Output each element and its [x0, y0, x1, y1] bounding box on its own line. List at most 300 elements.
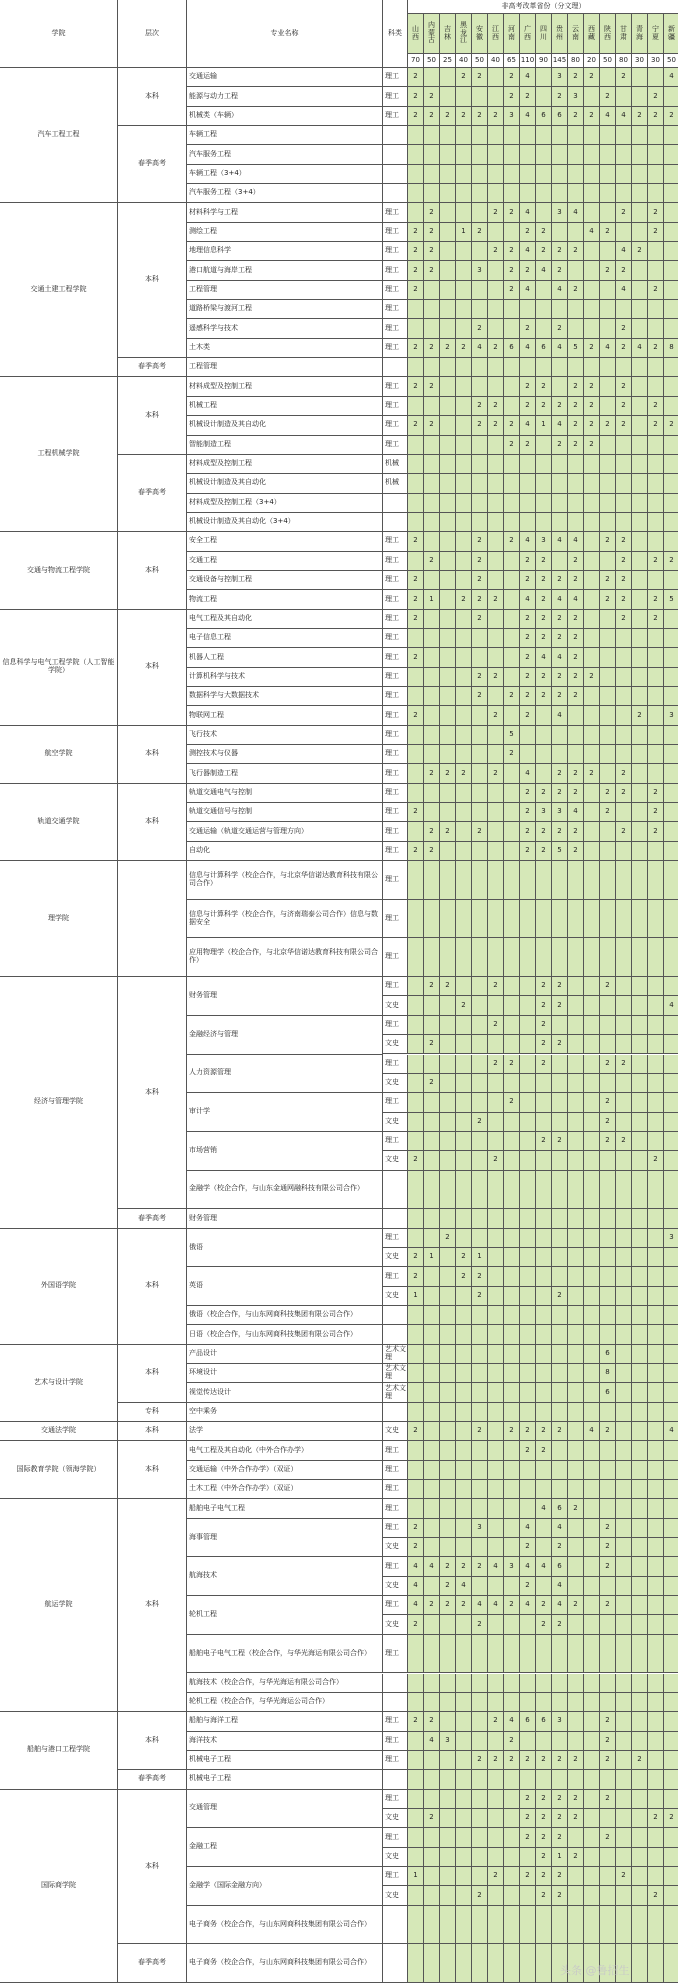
quota-cell [664, 842, 678, 861]
quota-cell [616, 184, 632, 203]
quota-cell [440, 996, 456, 1015]
quota-cell [504, 1345, 520, 1364]
quota-cell [488, 513, 504, 532]
quota-cell [536, 1635, 552, 1674]
level-name: 本科 [118, 532, 187, 609]
subject-type [383, 494, 408, 513]
subject-type: 文史 [383, 1074, 408, 1093]
quota-cell [424, 629, 440, 648]
major-name: 数据科学与大数据技术 [187, 687, 383, 706]
quota-cell: 4 [520, 1519, 536, 1538]
major-name: 智能制造工程 [187, 436, 383, 455]
quota-cell [600, 319, 616, 338]
quota-cell [600, 1325, 616, 1344]
quota-cell [520, 165, 536, 184]
major-name: 材料成型及控制工程 [187, 377, 383, 396]
major-name: 海洋技术 [187, 1732, 383, 1751]
quota-cell [440, 1364, 456, 1383]
quota-cell [488, 1267, 504, 1286]
quota-cell [616, 358, 632, 377]
quota-cell [440, 1751, 456, 1770]
quota-cell: 2 [456, 996, 472, 1015]
quota-cell [616, 1828, 632, 1847]
quota-cell [648, 377, 664, 396]
quota-cell [440, 87, 456, 106]
quota-cell: 4 [664, 1422, 678, 1441]
quota-cell [664, 145, 678, 164]
quota-cell: 2 [648, 590, 664, 609]
quota-cell [520, 126, 536, 145]
college-name: 航空学院 [0, 726, 118, 784]
quota-cell [600, 1461, 616, 1480]
quota-cell [408, 1325, 424, 1344]
quota-cell [536, 1287, 552, 1306]
subject-type: 理工 [383, 1461, 408, 1480]
quota-cell [664, 184, 678, 203]
quota-cell [552, 513, 568, 532]
quota-cell: 2 [536, 590, 552, 609]
level-name: 本科 [118, 784, 187, 861]
quota-cell [632, 455, 648, 474]
quota-cell: 2 [520, 803, 536, 822]
quota-cell: 2 [568, 242, 584, 261]
quota-cell [488, 1441, 504, 1460]
quota-cell: 3 [552, 68, 568, 87]
quota-cell: 2 [520, 1751, 536, 1770]
quota-cell [440, 1848, 456, 1867]
quota-cell [664, 1751, 678, 1770]
quota-cell [600, 455, 616, 474]
quota-cell [584, 1635, 600, 1674]
quota-cell: 2 [424, 339, 440, 358]
quota-cell [456, 1809, 472, 1828]
subject-type: 理工 [383, 532, 408, 551]
subject-type: 理工 [383, 1519, 408, 1538]
quota-cell [520, 1016, 536, 1035]
quota-cell [488, 861, 504, 900]
quota-cell: 2 [632, 706, 648, 725]
quota-cell [472, 1499, 488, 1518]
quota-cell: 2 [408, 87, 424, 106]
header-province: 甘肃 [616, 14, 632, 54]
quota-cell [488, 1093, 504, 1112]
quota-cell [440, 1790, 456, 1809]
quota-cell [504, 1615, 520, 1634]
quota-cell [584, 1499, 600, 1518]
quota-cell [440, 668, 456, 687]
quota-cell [472, 1209, 488, 1228]
quota-cell [456, 1480, 472, 1499]
quota-cell [600, 1906, 616, 1945]
subject-type: 理工 [383, 687, 408, 706]
subject-type [383, 513, 408, 532]
quota-cell: 2 [504, 1596, 520, 1615]
major-name: 测控技术与仪器 [187, 745, 383, 764]
subject-type: 理工 [383, 107, 408, 126]
major-name: 材料成型及控制工程 [187, 455, 383, 474]
subject-type: 理工 [383, 1732, 408, 1751]
quota-cell [648, 261, 664, 280]
subject-type: 理工 [383, 1596, 408, 1615]
quota-cell [664, 377, 678, 396]
quota-cell: 2 [408, 339, 424, 358]
quota-cell: 3 [472, 1519, 488, 1538]
quota-cell [600, 745, 616, 764]
quota-cell [440, 319, 456, 338]
major-name: 审计学 [187, 1093, 383, 1132]
quota-cell [408, 1403, 424, 1422]
quota-cell [536, 1151, 552, 1170]
quota-cell [440, 1441, 456, 1460]
quota-cell [424, 281, 440, 300]
quota-cell [664, 358, 678, 377]
quota-cell [632, 1848, 648, 1867]
quota-cell [648, 1287, 664, 1306]
quota-cell: 2 [584, 68, 600, 87]
quota-cell [424, 1016, 440, 1035]
quota-cell [520, 1480, 536, 1499]
quota-cell [552, 377, 568, 396]
quota-cell [568, 358, 584, 377]
quota-cell [504, 184, 520, 203]
quota-cell [648, 1790, 664, 1809]
quota-cell [504, 668, 520, 687]
quota-cell [584, 1828, 600, 1847]
quota-cell [504, 784, 520, 803]
quota-cell [520, 1499, 536, 1518]
quota-cell: 2 [488, 1151, 504, 1170]
quota-cell [520, 1113, 536, 1132]
quota-cell [488, 1113, 504, 1132]
quota-cell [568, 1770, 584, 1789]
quota-cell [664, 474, 678, 493]
quota-cell [488, 1403, 504, 1422]
quota-cell [424, 1209, 440, 1228]
quota-cell [616, 900, 632, 939]
quota-cell [648, 126, 664, 145]
quota-cell: 2 [584, 764, 600, 783]
quota-cell [584, 261, 600, 280]
quota-cell [584, 745, 600, 764]
quota-cell [504, 977, 520, 996]
quota-cell: 1 [408, 1867, 424, 1886]
major-name: 信息与计算科学（校企合作，与济南瑞泰公司合作）信息与数据安全 [187, 900, 383, 939]
quota-cell [600, 1229, 616, 1248]
quota-cell: 5 [552, 842, 568, 861]
quota-cell [584, 1596, 600, 1615]
quota-cell [504, 706, 520, 725]
quota-cell [440, 242, 456, 261]
quota-cell [520, 184, 536, 203]
quota-cell [648, 1848, 664, 1867]
quota-cell [568, 1422, 584, 1441]
quota-cell [520, 1615, 536, 1634]
quota-cell [456, 1132, 472, 1151]
quota-cell: 4 [520, 1557, 536, 1576]
quota-cell [568, 1461, 584, 1480]
quota-cell: 2 [584, 436, 600, 455]
quota-cell: 2 [552, 977, 568, 996]
quota-cell [456, 1461, 472, 1480]
quota-cell [472, 764, 488, 783]
quota-cell: 2 [648, 281, 664, 300]
quota-cell [408, 1229, 424, 1248]
quota-cell [488, 571, 504, 590]
quota-cell [424, 358, 440, 377]
quota-cell [584, 242, 600, 261]
quota-cell: 2 [536, 822, 552, 841]
subject-type: 理工 [383, 648, 408, 667]
quota-cell [456, 977, 472, 996]
quota-cell [488, 184, 504, 203]
quota-cell: 2 [440, 822, 456, 841]
quota-cell [472, 281, 488, 300]
quota-cell: 2 [504, 532, 520, 551]
quota-cell [472, 1732, 488, 1751]
quota-cell: 2 [584, 416, 600, 435]
quota-cell [520, 996, 536, 1015]
quota-cell [520, 145, 536, 164]
quota-cell [536, 455, 552, 474]
quota-cell [440, 397, 456, 416]
quota-cell: 2 [424, 223, 440, 242]
quota-cell: 3 [664, 1229, 678, 1248]
quota-cell [584, 861, 600, 900]
quota-cell [488, 261, 504, 280]
quota-cell [632, 745, 648, 764]
quota-cell: 2 [648, 1886, 664, 1905]
quota-cell: 2 [616, 784, 632, 803]
quota-cell [456, 474, 472, 493]
quota-cell [536, 1403, 552, 1422]
quota-cell [648, 1113, 664, 1132]
quota-cell: 2 [456, 1267, 472, 1286]
quota-cell [568, 1229, 584, 1248]
quota-cell: 2 [536, 1790, 552, 1809]
quota-cell [584, 145, 600, 164]
quota-cell [424, 1113, 440, 1132]
quota-cell [456, 1828, 472, 1847]
quota-cell: 2 [536, 1809, 552, 1828]
quota-cell [456, 861, 472, 900]
quota-cell: 2 [472, 590, 488, 609]
quota-cell: 2 [536, 1751, 552, 1770]
quota-cell [472, 242, 488, 261]
quota-cell [664, 1209, 678, 1228]
quota-cell [616, 126, 632, 145]
quota-cell: 2 [536, 996, 552, 1015]
quota-cell [664, 1732, 678, 1751]
quota-cell [536, 1461, 552, 1480]
quota-cell [632, 1886, 648, 1905]
quota-cell [504, 1886, 520, 1905]
quota-cell: 6 [536, 107, 552, 126]
quota-cell [424, 1441, 440, 1460]
quota-cell [408, 1171, 424, 1210]
quota-cell [424, 1519, 440, 1538]
quota-cell [504, 822, 520, 841]
quota-cell [456, 1751, 472, 1770]
major-name: 航海技术 [187, 1557, 383, 1596]
quota-cell: 4 [520, 242, 536, 261]
subject-type: 理工 [383, 977, 408, 996]
quota-cell: 2 [616, 764, 632, 783]
quota-cell [552, 1074, 568, 1093]
quota-cell [488, 494, 504, 513]
quota-cell: 1 [408, 1287, 424, 1306]
header-province: 吉林 [440, 14, 456, 54]
quota-cell [664, 861, 678, 900]
quota-cell [472, 358, 488, 377]
subject-type: 理工 [383, 726, 408, 745]
subject-type: 艺术文理 [383, 1383, 408, 1402]
quota-cell [616, 938, 632, 977]
quota-cell [584, 648, 600, 667]
quota-cell: 2 [536, 629, 552, 648]
quota-cell: 2 [632, 242, 648, 261]
quota-cell [536, 706, 552, 725]
quota-cell: 2 [568, 764, 584, 783]
quota-cell [552, 145, 568, 164]
quota-cell [616, 977, 632, 996]
quota-cell [584, 900, 600, 939]
quota-cell [536, 319, 552, 338]
quota-cell [456, 436, 472, 455]
subject-type: 理工 [383, 1016, 408, 1035]
quota-cell [600, 842, 616, 861]
quota-cell: 2 [424, 87, 440, 106]
quota-cell [584, 281, 600, 300]
quota-cell [600, 1848, 616, 1867]
quota-cell: 2 [648, 397, 664, 416]
quota-cell [664, 1113, 678, 1132]
major-name: 机器人工程 [187, 648, 383, 667]
quota-cell [424, 1287, 440, 1306]
quota-cell: 2 [616, 532, 632, 551]
quota-cell [584, 1055, 600, 1074]
quota-cell: 6 [600, 1383, 616, 1402]
subject-type: 理工 [383, 1635, 408, 1674]
quota-cell [584, 1886, 600, 1905]
quota-cell: 4 [408, 1596, 424, 1615]
quota-cell [552, 552, 568, 571]
quota-cell: 2 [424, 1809, 440, 1828]
quota-cell [488, 726, 504, 745]
quota-cell: 4 [504, 1712, 520, 1731]
quota-cell [632, 1693, 648, 1712]
quota-cell [584, 938, 600, 977]
quota-cell [440, 1325, 456, 1344]
quota-cell: 2 [600, 1055, 616, 1074]
major-name: 工程管理 [187, 358, 383, 377]
quota-cell [472, 1461, 488, 1480]
quota-cell [440, 1267, 456, 1286]
quota-cell [552, 726, 568, 745]
quota-cell [456, 184, 472, 203]
quota-cell: 2 [616, 203, 632, 222]
quota-cell [440, 1674, 456, 1693]
quota-cell [648, 668, 664, 687]
quota-cell [552, 1055, 568, 1074]
quota-cell [552, 165, 568, 184]
quota-cell [424, 1944, 440, 1983]
quota-cell [504, 126, 520, 145]
subject-type: 理工 [383, 1712, 408, 1731]
quota-cell: 2 [616, 377, 632, 396]
quota-cell [504, 1790, 520, 1809]
quota-cell [440, 571, 456, 590]
quota-cell [472, 996, 488, 1015]
quota-cell: 2 [504, 687, 520, 706]
quota-cell [424, 1422, 440, 1441]
quota-cell: 1 [552, 1848, 568, 1867]
quota-cell [664, 532, 678, 551]
quota-cell [536, 358, 552, 377]
quota-cell [424, 1325, 440, 1344]
quota-cell: 2 [408, 706, 424, 725]
quota-cell [440, 261, 456, 280]
major-name: 信息与计算科学（校企合作，与北京华信诺达教育科技有限公司合作） [187, 861, 383, 900]
quota-cell [616, 1848, 632, 1867]
subject-type: 理工 [383, 1480, 408, 1499]
quota-cell: 4 [552, 590, 568, 609]
quota-cell: 2 [488, 977, 504, 996]
quota-cell [440, 1248, 456, 1267]
quota-cell [648, 474, 664, 493]
level-name: 春季高考 [118, 455, 187, 532]
quota-cell: 2 [488, 1751, 504, 1770]
quota-cell [440, 861, 456, 900]
quota-cell: 2 [424, 822, 440, 841]
quota-cell [632, 1016, 648, 1035]
quota-cell: 2 [424, 1596, 440, 1615]
quota-cell [632, 1306, 648, 1325]
quota-cell [456, 571, 472, 590]
quota-cell [600, 474, 616, 493]
quota-cell [536, 1267, 552, 1286]
quota-cell [552, 223, 568, 242]
major-name: 机械电子工程 [187, 1751, 383, 1770]
quota-cell: 2 [600, 1519, 616, 1538]
quota-cell [424, 1577, 440, 1596]
quota-cell [584, 126, 600, 145]
quota-cell [440, 184, 456, 203]
quota-cell [648, 629, 664, 648]
quota-cell [616, 1403, 632, 1422]
quota-cell [648, 300, 664, 319]
quota-cell: 2 [504, 68, 520, 87]
quota-cell [632, 1403, 648, 1422]
major-name: 汽车服务工程（3+4） [187, 184, 383, 203]
quota-cell [648, 532, 664, 551]
quota-cell: 4 [552, 648, 568, 667]
quota-cell: 2 [648, 339, 664, 358]
quota-cell [664, 1557, 678, 1576]
header-province-count: 80 [568, 54, 584, 68]
quota-cell [568, 1519, 584, 1538]
quota-cell [408, 764, 424, 783]
quota-cell [584, 822, 600, 841]
header-province: 广西 [520, 14, 536, 54]
quota-cell [456, 87, 472, 106]
quota-cell [632, 87, 648, 106]
quota-cell [456, 1615, 472, 1634]
quota-cell [664, 764, 678, 783]
quota-cell [632, 494, 648, 513]
quota-cell [488, 1577, 504, 1596]
quota-cell [584, 1693, 600, 1712]
major-name: 金融经济与管理 [187, 1016, 383, 1055]
